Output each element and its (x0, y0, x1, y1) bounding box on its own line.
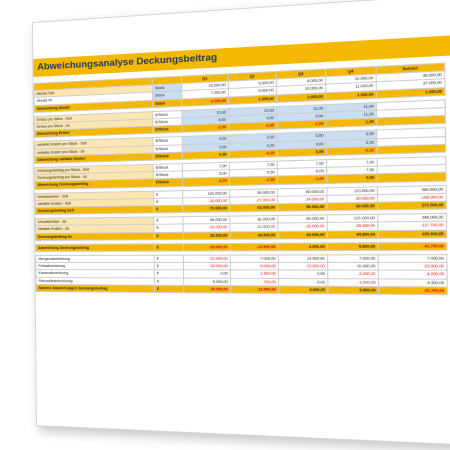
value-cell-q2[interactable]: 1.000,00 (229, 94, 277, 104)
unit-cell[interactable]: € (154, 198, 183, 206)
value-cell-q1[interactable]: -30.000,00 (183, 197, 230, 205)
value-cell-q3[interactable]: -30.000,00 (278, 223, 327, 231)
header-q2[interactable]: Q2 (228, 71, 276, 81)
unit-cell[interactable]: €/Stück (153, 110, 182, 119)
unit-cell[interactable]: € (154, 244, 183, 252)
value-cell-q3[interactable]: -1,00 (277, 120, 326, 129)
unit-cell[interactable]: €/Stück (153, 179, 182, 187)
unit-cell[interactable]: Stück (152, 91, 181, 100)
row-label-cell[interactable]: variable Kosten pro Stück - Soll (35, 138, 153, 149)
value-cell-q1[interactable]: -20.000,00 (183, 263, 230, 271)
value-cell-q3[interactable]: 10,00 (277, 104, 326, 114)
value-cell-q3[interactable]: 3,00 (277, 140, 326, 149)
value-cell-q1[interactable]: 0,00 (184, 270, 231, 278)
row-label-cell[interactable]: Summe Abweichungen Deckungsbeitrag (36, 284, 154, 292)
value-cell-total[interactable]: 272.000,00 (378, 201, 447, 210)
unit-cell[interactable]: €/Stück (153, 171, 182, 179)
value-cell-q1[interactable]: 70.000,00 (183, 205, 230, 213)
unit-cell[interactable]: € (154, 263, 183, 271)
row-label-cell[interactable]: Kostenabweichung (36, 270, 154, 278)
row-label-cell[interactable]: Absatz Soll (34, 85, 152, 98)
value-cell-q2[interactable]: 3,00 (229, 134, 277, 143)
value-cell-q1[interactable]: -21.000,00 (183, 255, 230, 263)
header-q1[interactable]: Q1 (181, 74, 228, 84)
value-cell-total[interactable]: -41.700,00 (379, 286, 448, 294)
value-cell-q2[interactable]: -1,00 (229, 122, 277, 131)
table-body (34, 63, 447, 295)
value-cell-q4[interactable]: 85.800,00 (327, 230, 378, 238)
value-cell-q1[interactable]: -3.000,00 (182, 97, 229, 107)
row-label-cell[interactable]: variable Kosten pro Stück - Ist (35, 145, 153, 156)
value-cell-q2[interactable]: -31.500,00 (230, 223, 278, 231)
value-cell-q1[interactable]: -35.000,00 (184, 285, 231, 293)
unit-cell[interactable]: €/Stück (153, 118, 182, 127)
value-cell-q4[interactable]: 5.800,00 (328, 286, 379, 294)
row-label-cell[interactable]: Mengenabweichung (36, 255, 154, 262)
row-label-cell[interactable]: Umsatzerlöse - Ist (35, 217, 153, 226)
row-label-cell[interactable]: Deckungsbeitrag pro Stück - Ist (35, 172, 153, 182)
value-cell-q4[interactable]: 3,20 (326, 138, 377, 147)
row-label-cell[interactable]: Abweichung variable Kosten (35, 153, 153, 164)
value-cell-total[interactable]: 348.000,00 (378, 214, 447, 223)
row-label-cell[interactable]: Umsatzerlöse - Soll (35, 191, 153, 200)
unit-cell[interactable]: € (154, 285, 183, 293)
value-cell-q4[interactable]: 10.000,00 (328, 263, 379, 271)
value-cell-q2[interactable]: -13.500,00 (230, 243, 278, 251)
value-cell-q4[interactable]: 110.000,00 (327, 186, 378, 195)
value-cell-q2[interactable]: 7.000,00 (230, 255, 278, 263)
value-cell-q4[interactable]: 11,00 (326, 102, 377, 112)
value-cell-q3[interactable]: 0,00 (277, 148, 326, 157)
unit-cell[interactable]: €/Stück (153, 152, 182, 160)
value-cell-q1[interactable]: 7.000,00 (182, 89, 229, 99)
unit-cell[interactable]: € (154, 232, 183, 240)
value-cell-q1[interactable]: 0,00 (182, 151, 229, 160)
value-cell-q4[interactable]: 10.000,00 (326, 74, 377, 84)
value-cell-q2[interactable]: 63.000,00 (230, 204, 278, 212)
value-cell-q3[interactable]: 4.000,00 (278, 243, 327, 251)
value-cell-q3[interactable]: 10.000,00 (276, 85, 325, 95)
value-cell-q4[interactable]: -35.200,00 (327, 222, 378, 230)
value-cell-q4[interactable]: 7,00 (327, 158, 378, 167)
value-cell-q4[interactable]: 80.000,00 (327, 202, 378, 211)
value-cell-q4[interactable]: 7,50 (327, 166, 378, 175)
unit-cell[interactable]: € (153, 190, 182, 198)
value-cell-q4[interactable]: 3,00 (326, 130, 377, 139)
spreadsheet-page (32, 0, 450, 445)
row-label-cell[interactable]: Deckungsbeitrag pro Stück - Soll (35, 164, 153, 174)
value-cell-total[interactable]: 36.000,00 (376, 71, 445, 82)
value-cell-q1[interactable]: -21.000,00 (183, 224, 230, 232)
value-cell-q1[interactable]: 3,00 (182, 135, 229, 144)
value-cell-q2[interactable]: 49.500,00 (230, 231, 278, 239)
value-cell-q1[interactable]: 100.000,00 (183, 189, 230, 197)
row-label-cell[interactable]: Absatz Ist (34, 92, 152, 105)
value-cell-q1[interactable]: 8,00 (182, 116, 229, 125)
value-cell-q1[interactable]: -2,00 (182, 124, 229, 133)
unit-cell[interactable]: € (154, 278, 183, 286)
value-cell-q1[interactable]: 10,00 (182, 108, 229, 117)
value-cell-total[interactable]: -29.000,00 (378, 263, 447, 271)
value-cell-total[interactable]: 380.000,00 (377, 185, 446, 194)
value-cell-q4[interactable]: 11.000,00 (326, 82, 377, 92)
header-q4[interactable]: Q4 (326, 66, 377, 76)
value-cell-q1[interactable]: -2,00 (183, 178, 230, 187)
value-cell-q1[interactable]: 3,00 (182, 143, 229, 152)
data-table (34, 62, 448, 295)
value-cell-q3[interactable]: 80.000,00 (278, 187, 327, 196)
value-cell-q3[interactable]: 7,00 (277, 160, 326, 169)
unit-cell[interactable]: € (154, 255, 183, 263)
value-cell-q4[interactable]: -1.000,00 (328, 278, 379, 286)
value-cell-q4[interactable]: 11,00 (326, 110, 377, 120)
value-cell-q3[interactable]: 56.000,00 (278, 203, 327, 211)
summary-row (36, 284, 447, 294)
value-cell-q3[interactable]: 14.000,00 (278, 255, 327, 263)
unit-cell[interactable]: €/Stück (153, 125, 182, 134)
value-cell-total[interactable]: 37.000,00 (376, 79, 445, 90)
value-cell-q3[interactable]: 60.000,00 (278, 231, 327, 239)
table-row (36, 255, 447, 263)
row-label-cell[interactable]: Preisabweichung (36, 263, 154, 270)
value-cell-q3[interactable]: 90.000,00 (278, 215, 327, 223)
value-cell-q3[interactable]: 0,00 (279, 278, 328, 286)
value-cell-q3[interactable]: 6,00 (277, 168, 326, 177)
row-label-cell[interactable]: Erlöse pro Stück - Ist (34, 119, 152, 131)
value-cell-total[interactable]: 1.000,00 (376, 87, 445, 98)
row-label-cell[interactable]: Sekundärabweichung (36, 277, 154, 285)
row-label-cell[interactable]: Abweichung Erlöse (35, 126, 153, 138)
value-cell-q2[interactable]: -9.000,00 (230, 263, 278, 271)
unit-cell[interactable]: € (154, 205, 183, 213)
value-cell-q2[interactable]: -0,20 (229, 149, 277, 158)
value-cell-q2[interactable]: 9,00 (229, 114, 277, 123)
value-cell-q2[interactable]: 90.000,00 (230, 188, 278, 197)
value-cell-q4[interactable]: 5.800,00 (327, 243, 378, 251)
value-cell-q2[interactable]: 9.000,00 (228, 79, 276, 89)
row-label-cell[interactable]: Deckungsbeitrag Soll (35, 206, 153, 215)
value-cell-total[interactable]: -41.700,00 (378, 242, 447, 250)
unit-cell[interactable]: €/Stück (153, 164, 182, 172)
value-cell-q2[interactable]: 3,20 (229, 141, 277, 150)
unit-cell[interactable]: € (154, 270, 183, 278)
header-q3[interactable]: Q3 (276, 69, 325, 79)
value-cell-q4[interactable]: 7.000,00 (328, 255, 379, 263)
value-cell-q2[interactable]: -700,00 (230, 278, 278, 286)
value-cell-q3[interactable]: -10.000,00 (278, 263, 327, 271)
value-cell-q3[interactable]: 2.000,00 (277, 92, 326, 102)
value-cell-q4[interactable]: 1,00 (326, 118, 377, 128)
unit-cell[interactable]: € (154, 217, 183, 225)
value-cell-q3[interactable]: 0,00 (278, 270, 327, 278)
value-cell-q4[interactable]: 0,50 (327, 174, 378, 183)
unit-cell[interactable]: €/Stück (153, 137, 182, 145)
value-cell-q2[interactable]: -27.000,00 (230, 196, 278, 204)
value-cell-q2[interactable]: 10,00 (229, 106, 277, 116)
value-cell-q1[interactable]: 10.000,00 (182, 81, 229, 91)
value-cell-q3[interactable]: -1,00 (277, 175, 326, 184)
value-cell-q2[interactable]: 7,00 (229, 161, 277, 170)
header-total[interactable]: Summe (376, 63, 445, 74)
value-cell-q4[interactable]: -0,20 (326, 146, 377, 155)
value-cell-q1[interactable]: 5,00 (182, 170, 229, 179)
value-cell-q4[interactable]: -2.200,00 (328, 271, 379, 279)
value-cell-q2[interactable]: -13.500,00 (231, 286, 279, 294)
value-cell-q1[interactable]: 7,00 (182, 162, 229, 171)
value-cell-q3[interactable]: 3,00 (277, 132, 326, 141)
unit-cell[interactable]: € (154, 224, 183, 232)
value-cell-q1[interactable]: 35.000,00 (183, 232, 230, 240)
value-cell-total[interactable]: 7.000,00 (378, 255, 447, 263)
value-cell-q2[interactable]: -1.800,00 (230, 270, 278, 278)
row-label-cell[interactable]: variable Kosten - Ist (35, 225, 153, 233)
value-cell-q1[interactable]: 6.000,00 (184, 278, 231, 286)
row-label-cell[interactable]: Abweichung Absatz (34, 100, 152, 112)
value-cell-q3[interactable]: 9,00 (277, 112, 326, 122)
value-cell-q3[interactable]: 8.000,00 (276, 77, 325, 87)
value-cell-q1[interactable]: 56.000,00 (183, 216, 230, 224)
unit-cell[interactable]: Stück (153, 99, 182, 108)
value-cell-q4[interactable]: 1.000,00 (326, 90, 377, 100)
value-cell-total[interactable]: -4.000,00 (378, 271, 447, 279)
value-cell-q2[interactable]: 5,50 (229, 169, 277, 178)
value-cell-q2[interactable]: 81.000,00 (230, 216, 278, 224)
value-cell-q2[interactable]: -1,50 (229, 176, 277, 185)
value-cell-q4[interactable]: 121.000,00 (327, 215, 378, 223)
spreadsheet-grid (34, 62, 450, 295)
row-label-cell[interactable]: Abweichung Deckungsbeitrag (36, 244, 154, 252)
value-cell-total[interactable]: -108.000,00 (377, 193, 446, 202)
row-label-cell[interactable]: Abweichung Deckungsbeitrag (35, 179, 153, 189)
value-cell-total[interactable]: 4.300,00 (378, 279, 447, 287)
value-cell-total[interactable]: -117.700,00 (378, 222, 447, 231)
unit-cell[interactable]: Stück (152, 84, 181, 93)
row-label-cell[interactable]: Erlöse pro Stück - Soll (34, 111, 152, 123)
value-cell-q3[interactable]: -24.000,00 (278, 195, 327, 204)
value-cell-total[interactable]: 230.300,00 (378, 230, 447, 238)
value-cell-q4[interactable]: -30.000,00 (327, 194, 378, 203)
row-label-cell[interactable]: Deckungsbeitrag Ist (36, 232, 154, 240)
value-cell-q1[interactable]: -35.000,00 (183, 243, 230, 251)
value-cell-q3[interactable]: 4.000,00 (279, 286, 328, 294)
row-label-cell[interactable]: variable Kosten - Soll (35, 198, 153, 207)
sheet-title: Abweichungsanalyse Deckungsbeitrag (33, 35, 450, 77)
unit-cell[interactable]: €/Stück (153, 144, 182, 152)
value-cell-q2[interactable]: 9.000,00 (228, 87, 276, 97)
